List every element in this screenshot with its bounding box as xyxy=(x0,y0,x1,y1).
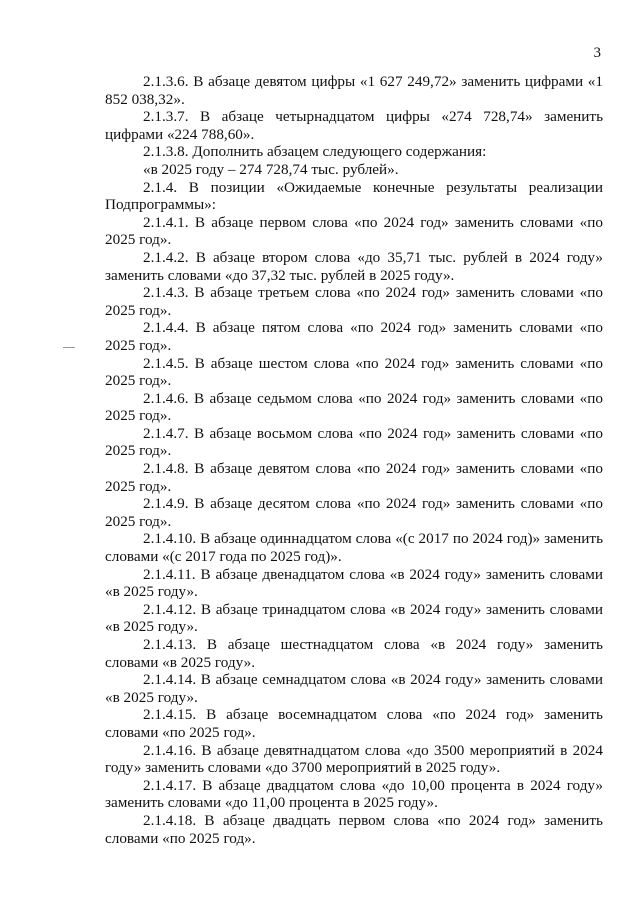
paragraph-2025-amount: «в 2025 году – 274 728,74 тыс. рублей». xyxy=(143,160,399,178)
paragraph-2-1-4-10: 2.1.4.10. В абзаце одиннадцатом слова «(с 2017 по 2024 год)» заменить словами «(с 2017 года по 2025 год)». xyxy=(105,530,603,566)
paragraph-2-1-4-18: 2.1.4.18. В абзаце двадцать первом слова «по 2024 год» заменить словами «по 2025 год». xyxy=(105,811,603,847)
paragraph-2-1-4-12: 2.1.4.12. В абзаце тринадцатом слова «в 2024 году» заменить словами «в 2025 году». xyxy=(105,600,603,636)
paragraph-2-1-3-8: 2.1.3.8. Дополнить абзацем следующего содержания: xyxy=(143,143,487,161)
paragraph-2-1-4-2: 2.1.4.2. В абзаце втором слова «до 35,71 тыс. рублей в 2024 году» заменить словами «до 37,32 тыс. рублей в 2025 году». xyxy=(105,248,603,284)
page-number: 3 xyxy=(593,45,601,61)
paragraph-2-1-4-14: 2.1.4.14. В абзаце семнадцатом слова «в 2024 году» заменить словами «в 2025 году». xyxy=(105,671,603,706)
paragraph-2-1-4-11: 2.1.4.11. В абзаце двенадцатом слова «в 2024 году» заменить словами «в 2025 году». xyxy=(105,565,603,601)
paragraph-2-1-4-15: 2.1.4.15. В абзаце восемнадцатом слова «по 2024 год» заменить словами «по 2025 год». xyxy=(105,706,603,741)
margin-mark xyxy=(63,347,75,348)
paragraph-2-1-4-3: 2.1.4.3. В абзаце третьем слова «по 2024 год» заменить словами «по 2025 год». xyxy=(105,284,603,319)
paragraph-2-1-4-9: 2.1.4.9. В абзаце десятом слова «по 2024 год» заменить словами «по 2025 год». xyxy=(105,495,603,530)
paragraph-2-1-4-4: 2.1.4.4. В абзаце пятом слова «по 2024 год» заменить словами «по 2025 год». xyxy=(105,319,603,354)
paragraph-2-1-4-5: 2.1.4.5. В абзаце шестом слова «по 2024 год» заменить словами «по 2025 год». xyxy=(105,354,603,390)
paragraph-2-1-4-13: 2.1.4.13. В абзаце шестнадцатом слова «в 2024 году» заменить словами «в 2025 году». xyxy=(105,636,603,671)
paragraph-2-1-3-7: 2.1.3.7. В абзаце четырнадцатом цифры «274 728,74» заменить цифрами «224 788,60». xyxy=(105,108,603,143)
paragraph-2-1-4-1: 2.1.4.1. В абзаце первом слова «по 2024 год» заменить словами «по 2025 год». xyxy=(105,213,603,249)
paragraph-2-1-3-6: 2.1.3.6. В абзаце девятом цифры «1 627 249,72» заменить цифрами «1 852 038,32». xyxy=(105,73,603,108)
paragraph-2-1-4-6: 2.1.4.6. В абзаце седьмом слова «по 2024 год» заменить словами «по 2025 год». xyxy=(105,389,603,425)
document-body xyxy=(105,73,603,847)
paragraph-2-1-4-7: 2.1.4.7. В абзаце восьмом слова «по 2024 год» заменить словами «по 2025 год». xyxy=(105,424,603,460)
paragraph-2-1-4-17: 2.1.4.17. В абзаце двадцатом слова «до 10,00 процента в 2024 году» заменить словами «до 11,00 процента в 2025 году». xyxy=(105,776,603,812)
paragraph-2-1-4: 2.1.4. В позиции «Ожидаемые конечные результаты реализации Подпрограммы»: xyxy=(105,178,603,214)
paragraph-2-1-4-16: 2.1.4.16. В абзаце девятнадцатом слова «до 3500 мероприятий в 2024 году» заменить словами «до 3700 мероприятий в 2025 году». xyxy=(105,741,603,777)
paragraph-2-1-4-8: 2.1.4.8. В абзаце девятом слова «по 2024 год» заменить словами «по 2025 год». xyxy=(105,460,603,495)
